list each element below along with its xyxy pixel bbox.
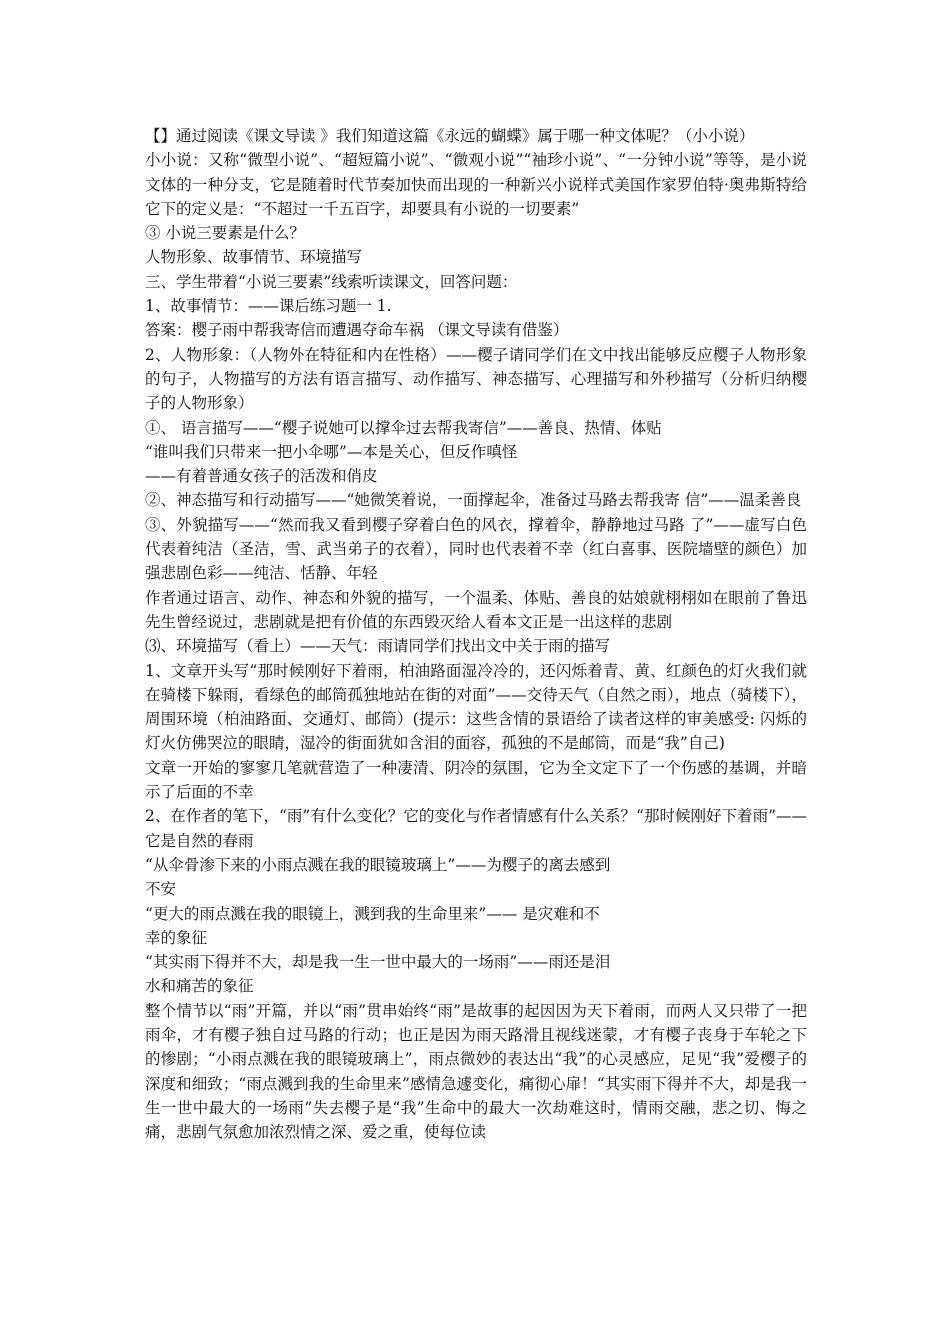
- paragraph-quote-umbrella: “谁叫我们只带来一把小伞哪”—本是关心，但反作嗔怪: [145, 442, 518, 461]
- paragraph-language-description: ①、 语言描写——“樱子说她可以撑伞过去帮我寄信”——善良、热情、体贴: [145, 418, 662, 437]
- paragraph-appearance: ③、外貌描写——“然而我又看到樱子穿着白色的风衣，撑着伞，静静地过马路 了”——虚写白色代表着纯洁（圣洁，雪、武当弟子的衣着），同时也代表着不幸（红白喜事、医院墙壁的颜色）加强悲剧色彩——纯洁、恬静、年轻: [145, 515, 807, 583]
- paragraph-atmosphere: 文章一开始的寥寥几笔就营造了一种凄清、阴冷的氛围，它为全文定下了一个伤感的基调，并暗示了后面的不幸: [145, 758, 807, 802]
- paragraph-microfiction-definition: 小小说：又称“微型小说”、“超短篇小说”、“微观小说”“袖珍小说”、“一分钟小说”等等，是小说文体的一种分支，它是随着时代节奏加快而出现的一种新兴小说样式美国作家罗伯特·奥弗斯特给它下的定义是：“不超过一千五百字，却要具有小说的一切要素”: [145, 151, 807, 218]
- paragraph-expression-action: ②、神态描写和行动描写——“她微笑着说，一面撑起伞，准备过马路去帮我寄 信”——温柔善良: [145, 491, 802, 510]
- paragraph-three-elements-answer: 人物形象、故事情节、环境描写: [145, 248, 363, 267]
- paragraph-rain-quote-1: “从伞骨渗下来的小雨点溅在我的眼镜玻璃上”——为樱子的离去感到: [145, 855, 611, 874]
- paragraph-environment: ⑶、环境描写（看上）——天气：雨请同学们找出文中关于雨的描写: [145, 637, 611, 656]
- paragraph-plot: 1、故事情节：——课后练习题一 1.: [145, 297, 392, 316]
- paragraph-author-summary: 作者通过语言、动作、神态和外貌的描写，一个温柔、体贴、善良的姑娘就栩栩如在眼前了鲁迅先生曾经说过，悲剧就是把有价值的东西毁灭给人看本文正是一出这样的悲剧: [145, 588, 807, 631]
- paragraph-rain-quote-2-cont: 幸的象征: [145, 928, 208, 947]
- paragraph-rain-analysis: 整个情节以“雨”开篇，并以“雨”贯串始终“雨”是故事的起因因为天下着雨，而两人又只带了一把雨伞，才有樱子独自过马路的行动；也正是因为雨天路滑且视线迷蒙，才有樱子丧身于车轮之下的惨剧；“小雨点溅在我的眼镜玻璃上”，雨点微妙的表达出“我”的心灵感应，足见“我”爱樱子的深度和细致；“雨点溅到我的生命里来”感情急遽变化，痛彻心扉！“其实雨下得并不大，却是我一生一世中最大的一场雨”失去樱子是“我”生命中的最大一次劫难这时，情雨交融，悲之切、悔之痛，悲剧气氛愈加浓烈情之深、爱之重，使每位读: [145, 1001, 807, 1142]
- paragraph-rain-quote-1-cont: 不安: [145, 880, 177, 899]
- paragraph-playful: ——有着普通女孩子的活泼和俏皮: [145, 467, 378, 486]
- paragraph-rain-quote-3: “其实雨下得并不大，却是我一生一世中最大的一场雨”——雨还是泪: [145, 953, 611, 972]
- paragraph-rain-quote-2: “更大的雨点溅在我的眼镜上，溅到我的生命里来”—— 是灾难和不: [145, 904, 600, 923]
- document-body: [145, 124, 807, 1144]
- paragraph-three-elements-question: ③ 小说三要素是什么？: [145, 224, 305, 243]
- paragraph-rain-change-question: 2、在作者的笔下，“雨”有什么变化？它的变化与作者情感有什么关系？“那时候刚好下着雨”——它是自然的春雨: [145, 807, 807, 850]
- paragraph-section-three-heading: 三、学生带着“小说三要素”线索听读课文，回答问题：: [145, 272, 518, 291]
- paragraph-plot-answer: 答案：樱子雨中帮我寄信而遭遇夺命车祸 （课文导读有借鉴）: [145, 321, 569, 340]
- paragraph-character: 2、人物形象：（人物外在特征和内在性格）——樱子请同学们在文中找出能够反应樱子人物形象的句子，人物描写的方法有语言描写、动作描写、神态描写、心理描写和外秒描写（分析归纳樱子的人物形象）: [145, 345, 807, 413]
- paragraph-rain-quote-3-cont: 水和痛苦的象征: [145, 977, 254, 996]
- paragraph-opening-rain: 1、文章开头写“那时候刚好下着雨，柏油路面湿冷冷的，还闪烁着青、黄、红颜色的灯火我们就在骑楼下躲雨，看绿色的邮筒孤独地站在街的对面”——交待天气（自然之雨），地点（骑楼下），周围环境（柏油路面、交通灯、邮筒）(提示：这些含情的景语给了读者这样的审美感受: 闪烁的灯火仿佛哭泣的眼睛，湿冷的街面犹如含泪的面容，孤独的不是邮筒，而是“我”自己): [145, 661, 807, 753]
- paragraph-intro-question: 【】通过阅读《课文导读 》我们知道这篇《永远的蝴蝶》属于哪一种文体呢？（小小说）: [145, 127, 755, 145]
